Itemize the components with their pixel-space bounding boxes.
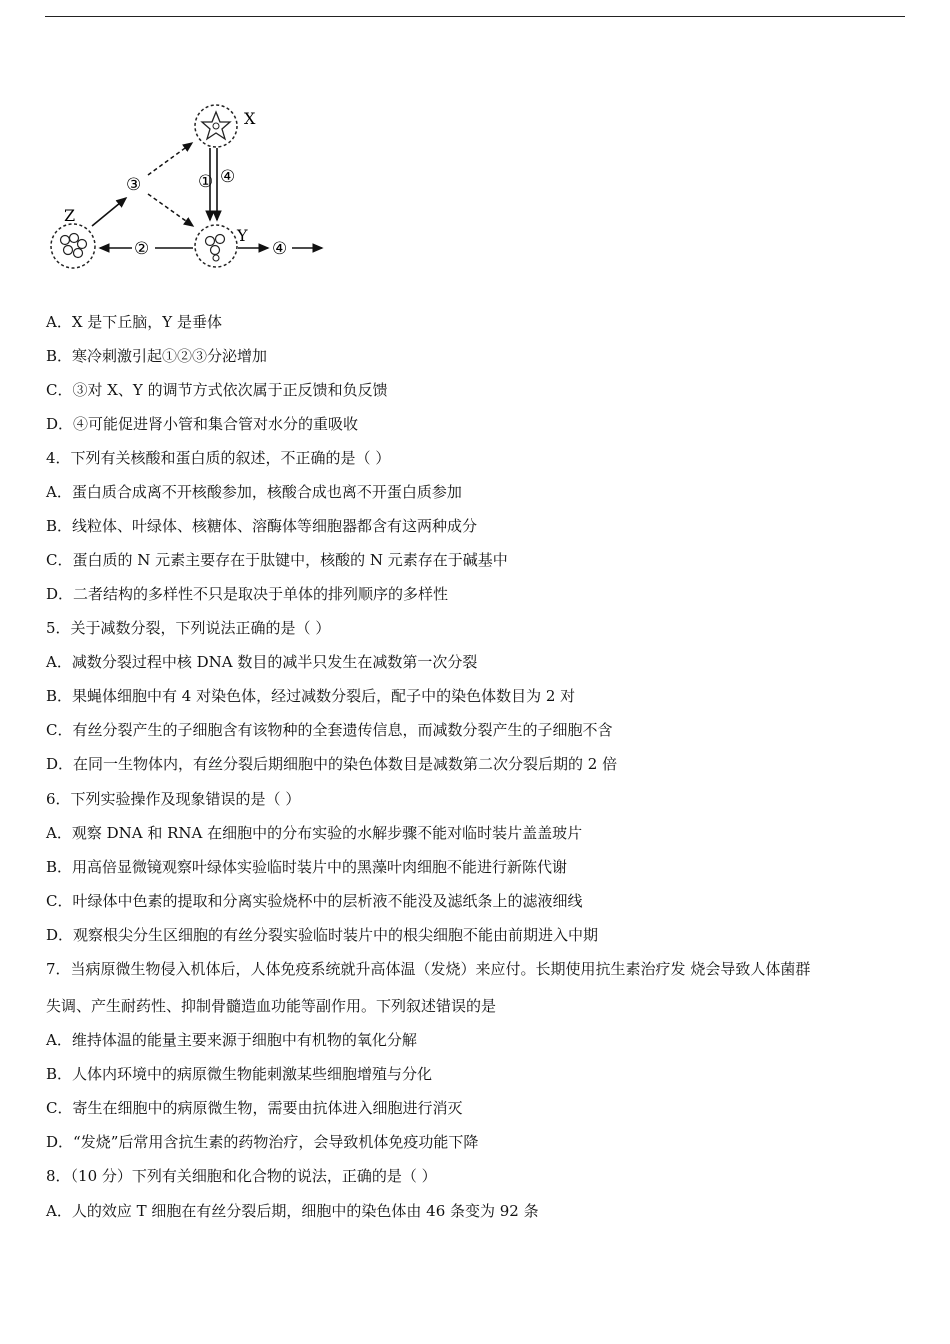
- label-arrow-2: ②: [134, 239, 150, 259]
- text-line: A．观察 DNA 和 RNA 在细胞中的分布实验的水解步骤不能对临时装片盖盖玻片: [46, 824, 583, 842]
- label-arrow-1: ①: [198, 172, 214, 192]
- text-line: A．维持体温的能量主要来源于细胞中有机物的氧化分解: [46, 1031, 417, 1049]
- text-line: D．④可能促进肾小管和集合管对水分的重吸收: [46, 415, 359, 433]
- text-line: C．蛋白质的 N 元素主要存在于肽键中，核酸的 N 元素存在于碱基中: [46, 551, 508, 569]
- text-line: D．“发烧”后常用含抗生素的药物治疗，会导致机体免疫功能下降: [46, 1133, 479, 1151]
- text-line: A．X 是下丘脑，Y 是垂体: [46, 313, 222, 331]
- cell-z: [51, 224, 95, 268]
- text-line: B．寒冷刺激引起①②③分泌增加: [46, 347, 268, 365]
- text-line: A．蛋白质合成离不开核酸参加，核酸合成也离不开蛋白质参加: [46, 483, 462, 501]
- cell-x: [195, 105, 237, 147]
- arrow-3-to-x: [148, 143, 192, 175]
- cell-y: [195, 225, 237, 267]
- label-arrow-4b: ④: [272, 239, 288, 259]
- text-line: 7．当病原微生物侵入机体后，人体免疫系统就升高体温（发烧）来应付。长期使用抗生素治疗发 烧会导致人体菌群: [46, 960, 811, 978]
- text-line: A．减数分裂过程中核 DNA 数目的减半只发生在减数第一次分裂: [46, 653, 478, 671]
- label-z: Z: [64, 206, 76, 225]
- text-line: B．人体内环境中的病原微生物能刺激某些细胞增殖与分化: [46, 1065, 433, 1083]
- text-line: B．用高倍显微镜观察叶绿体实验临时装片中的黑藻叶肉细胞不能进行新陈代谢: [46, 858, 568, 876]
- text-line: C．③对 X、Y 的调节方式依次属于正反馈和负反馈: [46, 381, 388, 399]
- text-line: B．线粒体、叶绿体、核糖体、溶酶体等细胞器都含有这两种成分: [46, 517, 478, 535]
- label-arrow-3: ③: [126, 175, 142, 195]
- header-rule: [45, 16, 905, 17]
- text-line: C．寄生在细胞中的病原微生物，需要由抗体进入细胞进行消灭: [46, 1099, 463, 1117]
- text-line: 6．下列实验操作及现象错误的是（ ）: [46, 790, 301, 808]
- text-line: 5．关于减数分裂，下列说法正确的是（ ）: [46, 619, 331, 637]
- arrow-3-to-y: [148, 194, 193, 226]
- label-arrow-4a: ④: [220, 167, 236, 187]
- text-line: D．观察根尖分生区细胞的有丝分裂实验临时装片中的根尖细胞不能由前期进入中期: [46, 926, 599, 944]
- text-line: 8．（10 分）下列有关细胞和化合物的说法，正确的是（ ）: [46, 1167, 437, 1185]
- text-line: D．在同一生物体内，有丝分裂后期细胞中的染色体数目是减数第二次分裂后期的 2 倍: [46, 755, 618, 773]
- text-line: C．叶绿体中色素的提取和分离实验烧杯中的层析液不能没及滤纸条上的滤液细线: [46, 892, 583, 910]
- text-line: 4．下列有关核酸和蛋白质的叙述，不正确的是（ ）: [46, 449, 391, 467]
- regulation-diagram: [40, 98, 340, 276]
- text-line: 失调、产生耐药性、抑制骨髓造血功能等副作用。下列叙述错误的是: [46, 997, 497, 1015]
- text-line: C．有丝分裂产生的子细胞含有该物种的全套遗传信息，而减数分裂产生的子细胞不含: [46, 721, 613, 739]
- arrow-z-to-3: [92, 198, 126, 226]
- text-line: A．人的效应 T 细胞在有丝分裂后期，细胞中的染色体由 46 条变为 92 条: [46, 1202, 539, 1220]
- label-x: X: [244, 109, 256, 128]
- text-line: D．二者结构的多样性不只是取决于单体的排列顺序的多样性: [46, 585, 449, 603]
- label-y: Y: [237, 226, 248, 245]
- text-line: B．果蝇体细胞中有 4 对染色体，经过减数分裂后，配子中的染色体数目为 2 对: [46, 687, 576, 705]
